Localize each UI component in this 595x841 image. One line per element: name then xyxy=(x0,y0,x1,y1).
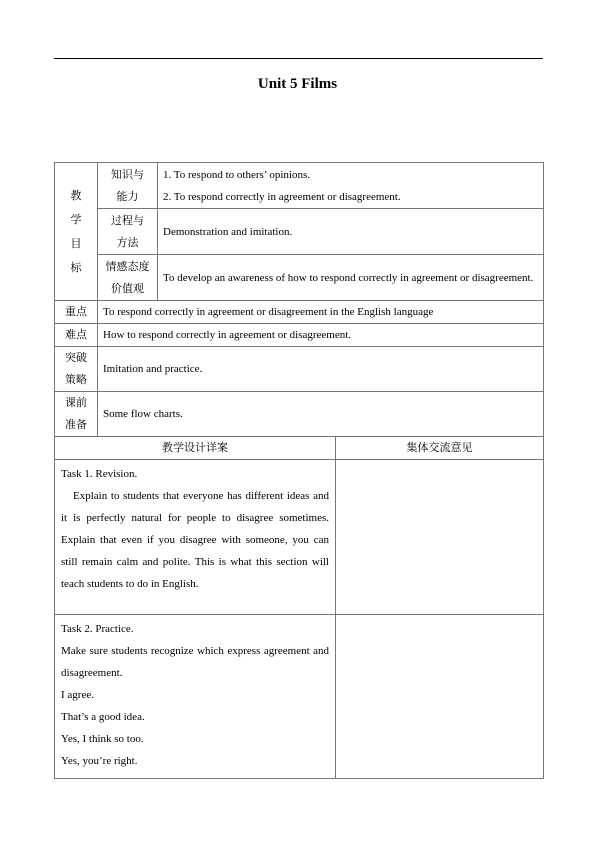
objective-row-knowledge xyxy=(55,163,544,209)
strategy-label: 突破 策略 xyxy=(55,347,98,392)
task2-title: Task 2. Practice. xyxy=(61,623,134,635)
task1-body: Explain to students that everyone has different ideas and it is perfectly natural for people to disagree sometimes. Explain that even if you disagree with someone, you can still remain calm and polite. This is what this section will teach students to do in English. xyxy=(61,490,329,590)
difficulty-label: 难点 xyxy=(55,324,98,347)
lesson-plan-table xyxy=(54,162,544,779)
task2-cell xyxy=(55,615,336,779)
page-title: Unit 5 Films xyxy=(257,76,338,92)
strategy-row xyxy=(55,347,544,392)
header-rule xyxy=(54,58,543,59)
task1-feedback-cell xyxy=(336,460,544,615)
key-point-label: 重点 xyxy=(55,301,98,324)
attitude-content: To develop an awareness of how to respond correctly in agreement or disagreement. xyxy=(158,255,544,301)
key-point-content: To respond correctly in agreement or disagreement in the English language xyxy=(98,301,544,324)
attitude-label: 情感态度 价值观 xyxy=(98,255,158,301)
task2-line: That’s a good idea. xyxy=(61,711,145,723)
difficulty-content: How to respond correctly in agreement or disagreement. xyxy=(98,324,544,347)
preparation-row xyxy=(55,392,544,437)
task1-title: Task 1. Revision. xyxy=(61,468,138,480)
knowledge-label: 知识与 能力 xyxy=(98,163,158,209)
design-header: 教学设计详案 xyxy=(55,437,336,460)
task2-intro: Make sure students recognize which express agreement and disagreement. xyxy=(61,645,329,679)
task2-line: Yes, you’re right. xyxy=(61,755,138,767)
strategy-content: Imitation and practice. xyxy=(98,347,544,392)
section-header-row xyxy=(55,437,544,460)
preparation-content: Some flow charts. xyxy=(98,392,544,437)
task1-row xyxy=(55,460,544,615)
task2-line: I agree. xyxy=(61,689,94,701)
objective-row-process xyxy=(55,209,544,255)
task1-cell xyxy=(55,460,336,615)
objectives-label: 教 学 目 标 xyxy=(55,163,98,301)
objective-row-attitude xyxy=(55,255,544,301)
task2-line: Yes, I think so too. xyxy=(61,733,144,745)
knowledge-content: 1. To respond to others’ opinions. 2. To respond correctly in agreement or disagreement. xyxy=(158,163,544,209)
key-point-row xyxy=(55,301,544,324)
preparation-label: 课前 准备 xyxy=(55,392,98,437)
task2-row xyxy=(55,615,544,779)
difficulty-row xyxy=(55,324,544,347)
process-content: Demonstration and imitation. xyxy=(158,209,544,255)
feedback-header: 集体交流意见 xyxy=(336,437,544,460)
task2-feedback-cell xyxy=(336,615,544,779)
process-label: 过程与 方法 xyxy=(98,209,158,255)
